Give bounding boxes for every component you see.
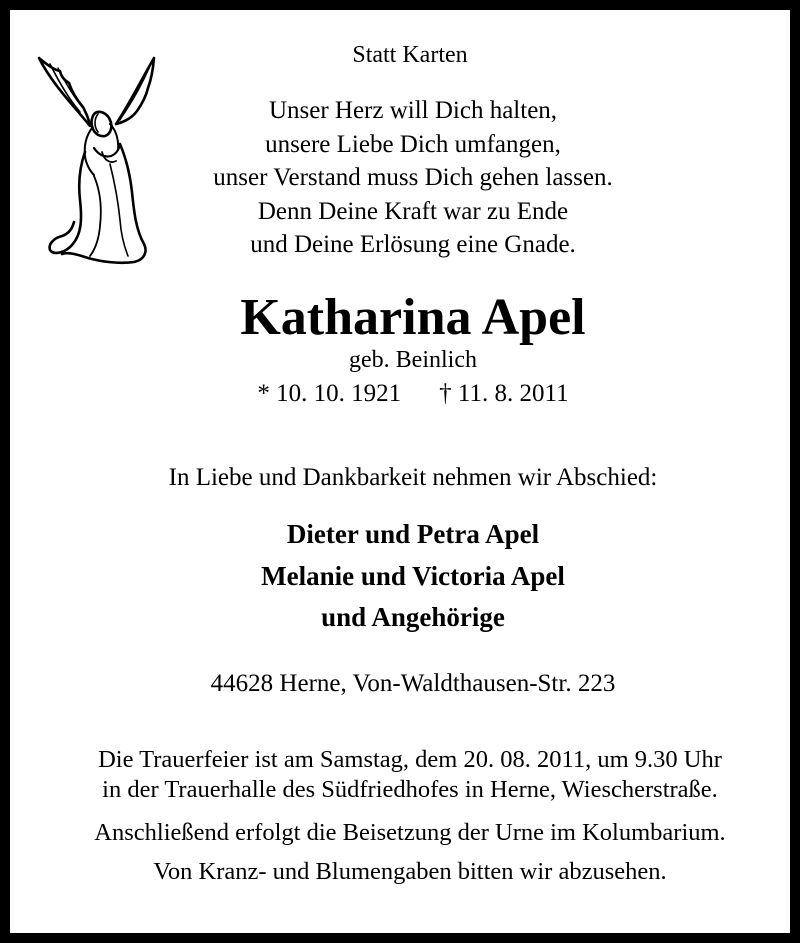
deceased-name: Katharina Apel — [240, 289, 586, 346]
death-date: † 11. 8. 2011 — [439, 380, 569, 407]
mourner-line: Dieter und Petra Apel — [286, 519, 540, 549]
verse-line: unsere Liebe Dich umfangen, — [265, 130, 561, 158]
memorial-verse — [13, 94, 800, 262]
birth-date: * 10. 10. 1921 — [257, 380, 402, 407]
birth-name: geb. Beinlich — [349, 347, 477, 373]
verse-line: Denn Deine Kraft war zu Ende — [257, 197, 569, 225]
verse-line: und Deine Erlösung eine Gnade. — [250, 231, 576, 258]
mourners-list — [13, 514, 800, 639]
burial-details: Anschließend erfolgt die Beisetzung der Urne im Kolumbarium. — [94, 819, 726, 846]
life-dates — [13, 380, 800, 408]
ceremony-line: Die Trauerfeier ist am Samstag, dem 20. 08. 2011, um 9.30 Uhr — [98, 746, 722, 773]
ceremony-details — [10, 745, 800, 805]
ceremony-line: in der Trauerhalle des Südfriedhofes in Herne, Wiescherstraße. — [102, 776, 718, 803]
verse-line: unser Verstand muss Dich gehen lassen. — [213, 164, 613, 191]
verse-line: Unser Herz will Dich halten, — [268, 97, 558, 124]
mourner-line: Melanie und Victoria Apel — [261, 560, 565, 591]
flowers-request: Von Kranz- und Blumengaben bitten wir abzusehen. — [153, 858, 667, 885]
farewell-statement: In Liebe und Dankbarkeit nehmen wir Abschied: — [168, 464, 658, 491]
mourner-line: und Angehörige — [321, 602, 505, 632]
family-address: 44628 Herne, Von-Waldthausen-Str. 223 — [210, 670, 616, 697]
header-statt-karten: Statt Karten — [352, 42, 468, 68]
